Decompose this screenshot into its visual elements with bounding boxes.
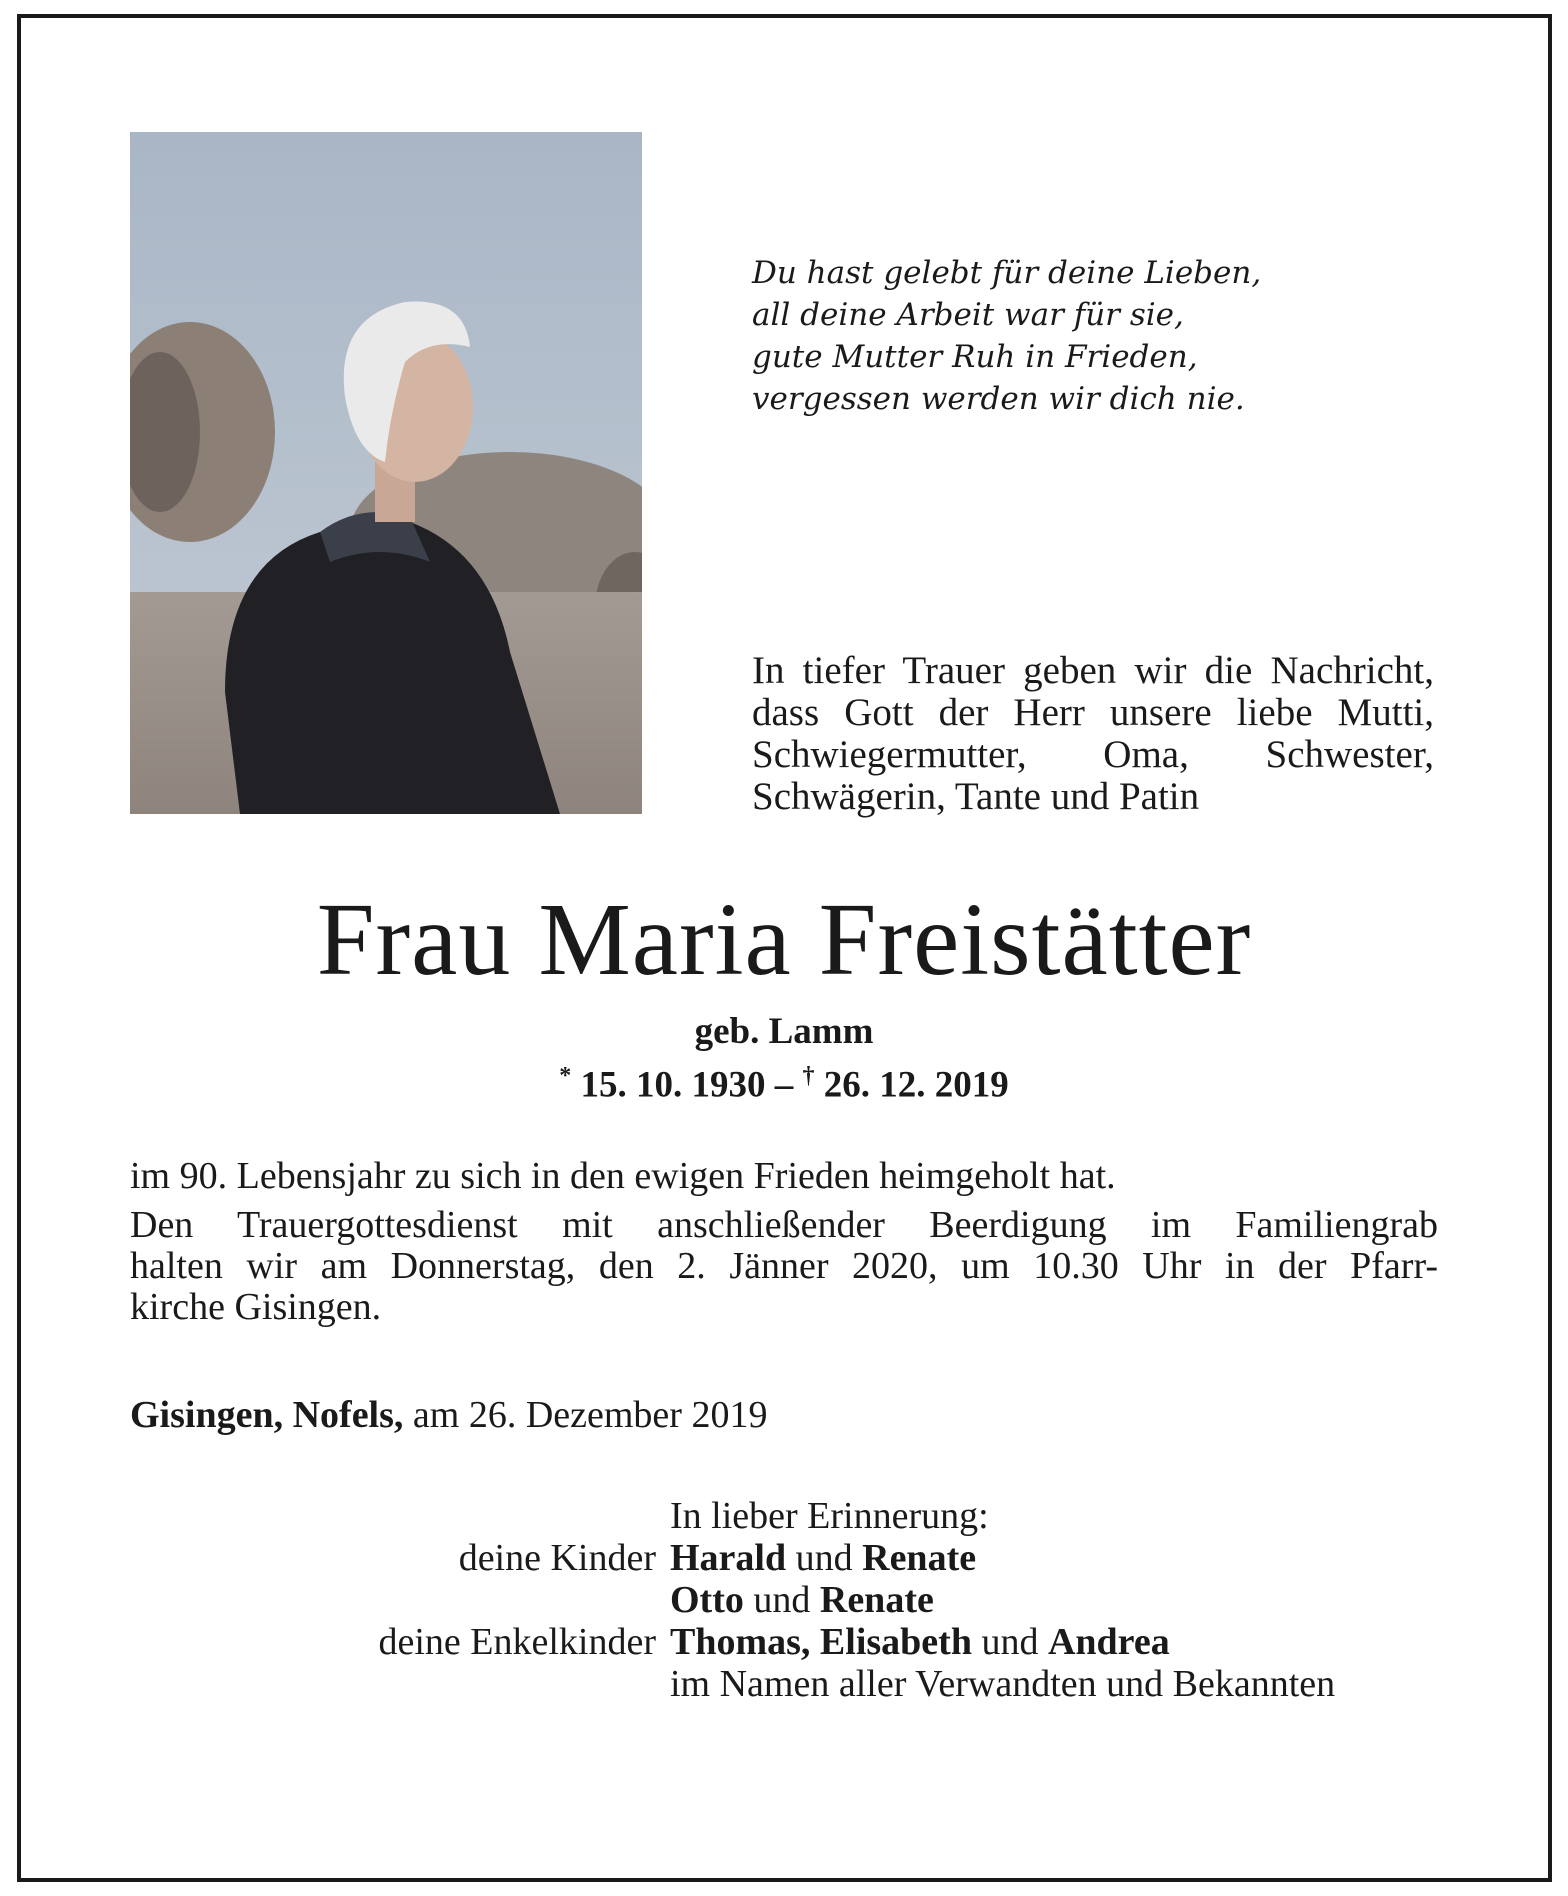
portrait-illustration <box>130 132 642 814</box>
poem-line: vergessen werden wir dich nie. <box>752 381 1245 417</box>
grandchild-name: Andrea <box>1047 1621 1170 1663</box>
place-location: Gisingen, Nofels, <box>130 1394 404 1436</box>
deceased-name: Frau Maria Freistätter <box>316 882 1252 997</box>
birth-symbol: * <box>559 1063 572 1089</box>
announcement-intro <box>752 650 1434 818</box>
date-separator: – <box>765 1064 803 1106</box>
funeral-line: Den Trauergottesdienst mit anschließender Beerdigung im Familiengrab <box>130 1204 1438 1246</box>
children-row: Otto und Renate <box>670 1579 934 1621</box>
intro-line: dass Gott der Herr unsere liebe Mutti, <box>752 691 1434 734</box>
birth-date: 15. 10. 1930 <box>580 1064 766 1106</box>
child-partner-name: Renate <box>819 1579 934 1621</box>
death-date: 26. 12. 2019 <box>823 1064 1009 1106</box>
intro-line: In tiefer Trauer geben wir die Nachricht, <box>752 649 1434 692</box>
closing-text: im Namen aller Verwandten und Bekannten <box>670 1663 1336 1705</box>
signature-heading-row <box>130 1495 1438 1537</box>
funeral-details <box>130 1205 1438 1328</box>
body-line: im 90. Lebensjahr zu sich in den ewigen Frieden heimgeholt hat. <box>130 1155 1116 1197</box>
grandchildren-row: deine Enkelkinder Thomas, Elisabeth und Andrea <box>130 1621 1438 1663</box>
child-name: Otto <box>670 1579 744 1621</box>
signature-heading: In lieber Erinnerung: <box>670 1495 989 1537</box>
closing-row <box>130 1663 1438 1705</box>
intro-line: Schwägerin, Tante und Patin <box>752 775 1200 818</box>
poem-line: Du hast gelebt für deine Lieben, <box>752 255 1262 291</box>
funeral-line: halten wir am Donnerstag, den 2. Jänner 2020, um 10.30 Uhr in der Pfarr- <box>130 1245 1438 1287</box>
funeral-line: kirche Gisingen. <box>130 1286 382 1328</box>
place-date <box>130 1393 767 1437</box>
children-row: deine Kinder Harald und Renate <box>130 1537 1438 1579</box>
intro-line: Schwiegermutter, Oma, Schwester, <box>752 733 1434 776</box>
poem-line: all deine Arbeit war für sie, <box>752 297 1184 333</box>
poem-line: gute Mutter Ruh in Frieden, <box>752 339 1198 375</box>
portrait-photo <box>130 132 642 814</box>
signatures <box>130 1495 1438 1705</box>
place-date-text: am 26. Dezember 2019 <box>403 1394 768 1436</box>
maiden-name: geb. Lamm <box>694 1011 874 1052</box>
death-symbol: † <box>802 1063 815 1089</box>
body-text <box>130 1156 1438 1328</box>
children-label: deine Kinder <box>458 1537 656 1579</box>
poem <box>752 252 1452 420</box>
child-name: Harald <box>670 1537 787 1579</box>
grandchildren-names: Thomas, Elisabeth <box>670 1621 972 1663</box>
grandchildren-label: deine Enkelkinder <box>378 1621 656 1663</box>
life-dates <box>0 1054 1568 1107</box>
child-partner-name: Renate <box>862 1537 977 1579</box>
